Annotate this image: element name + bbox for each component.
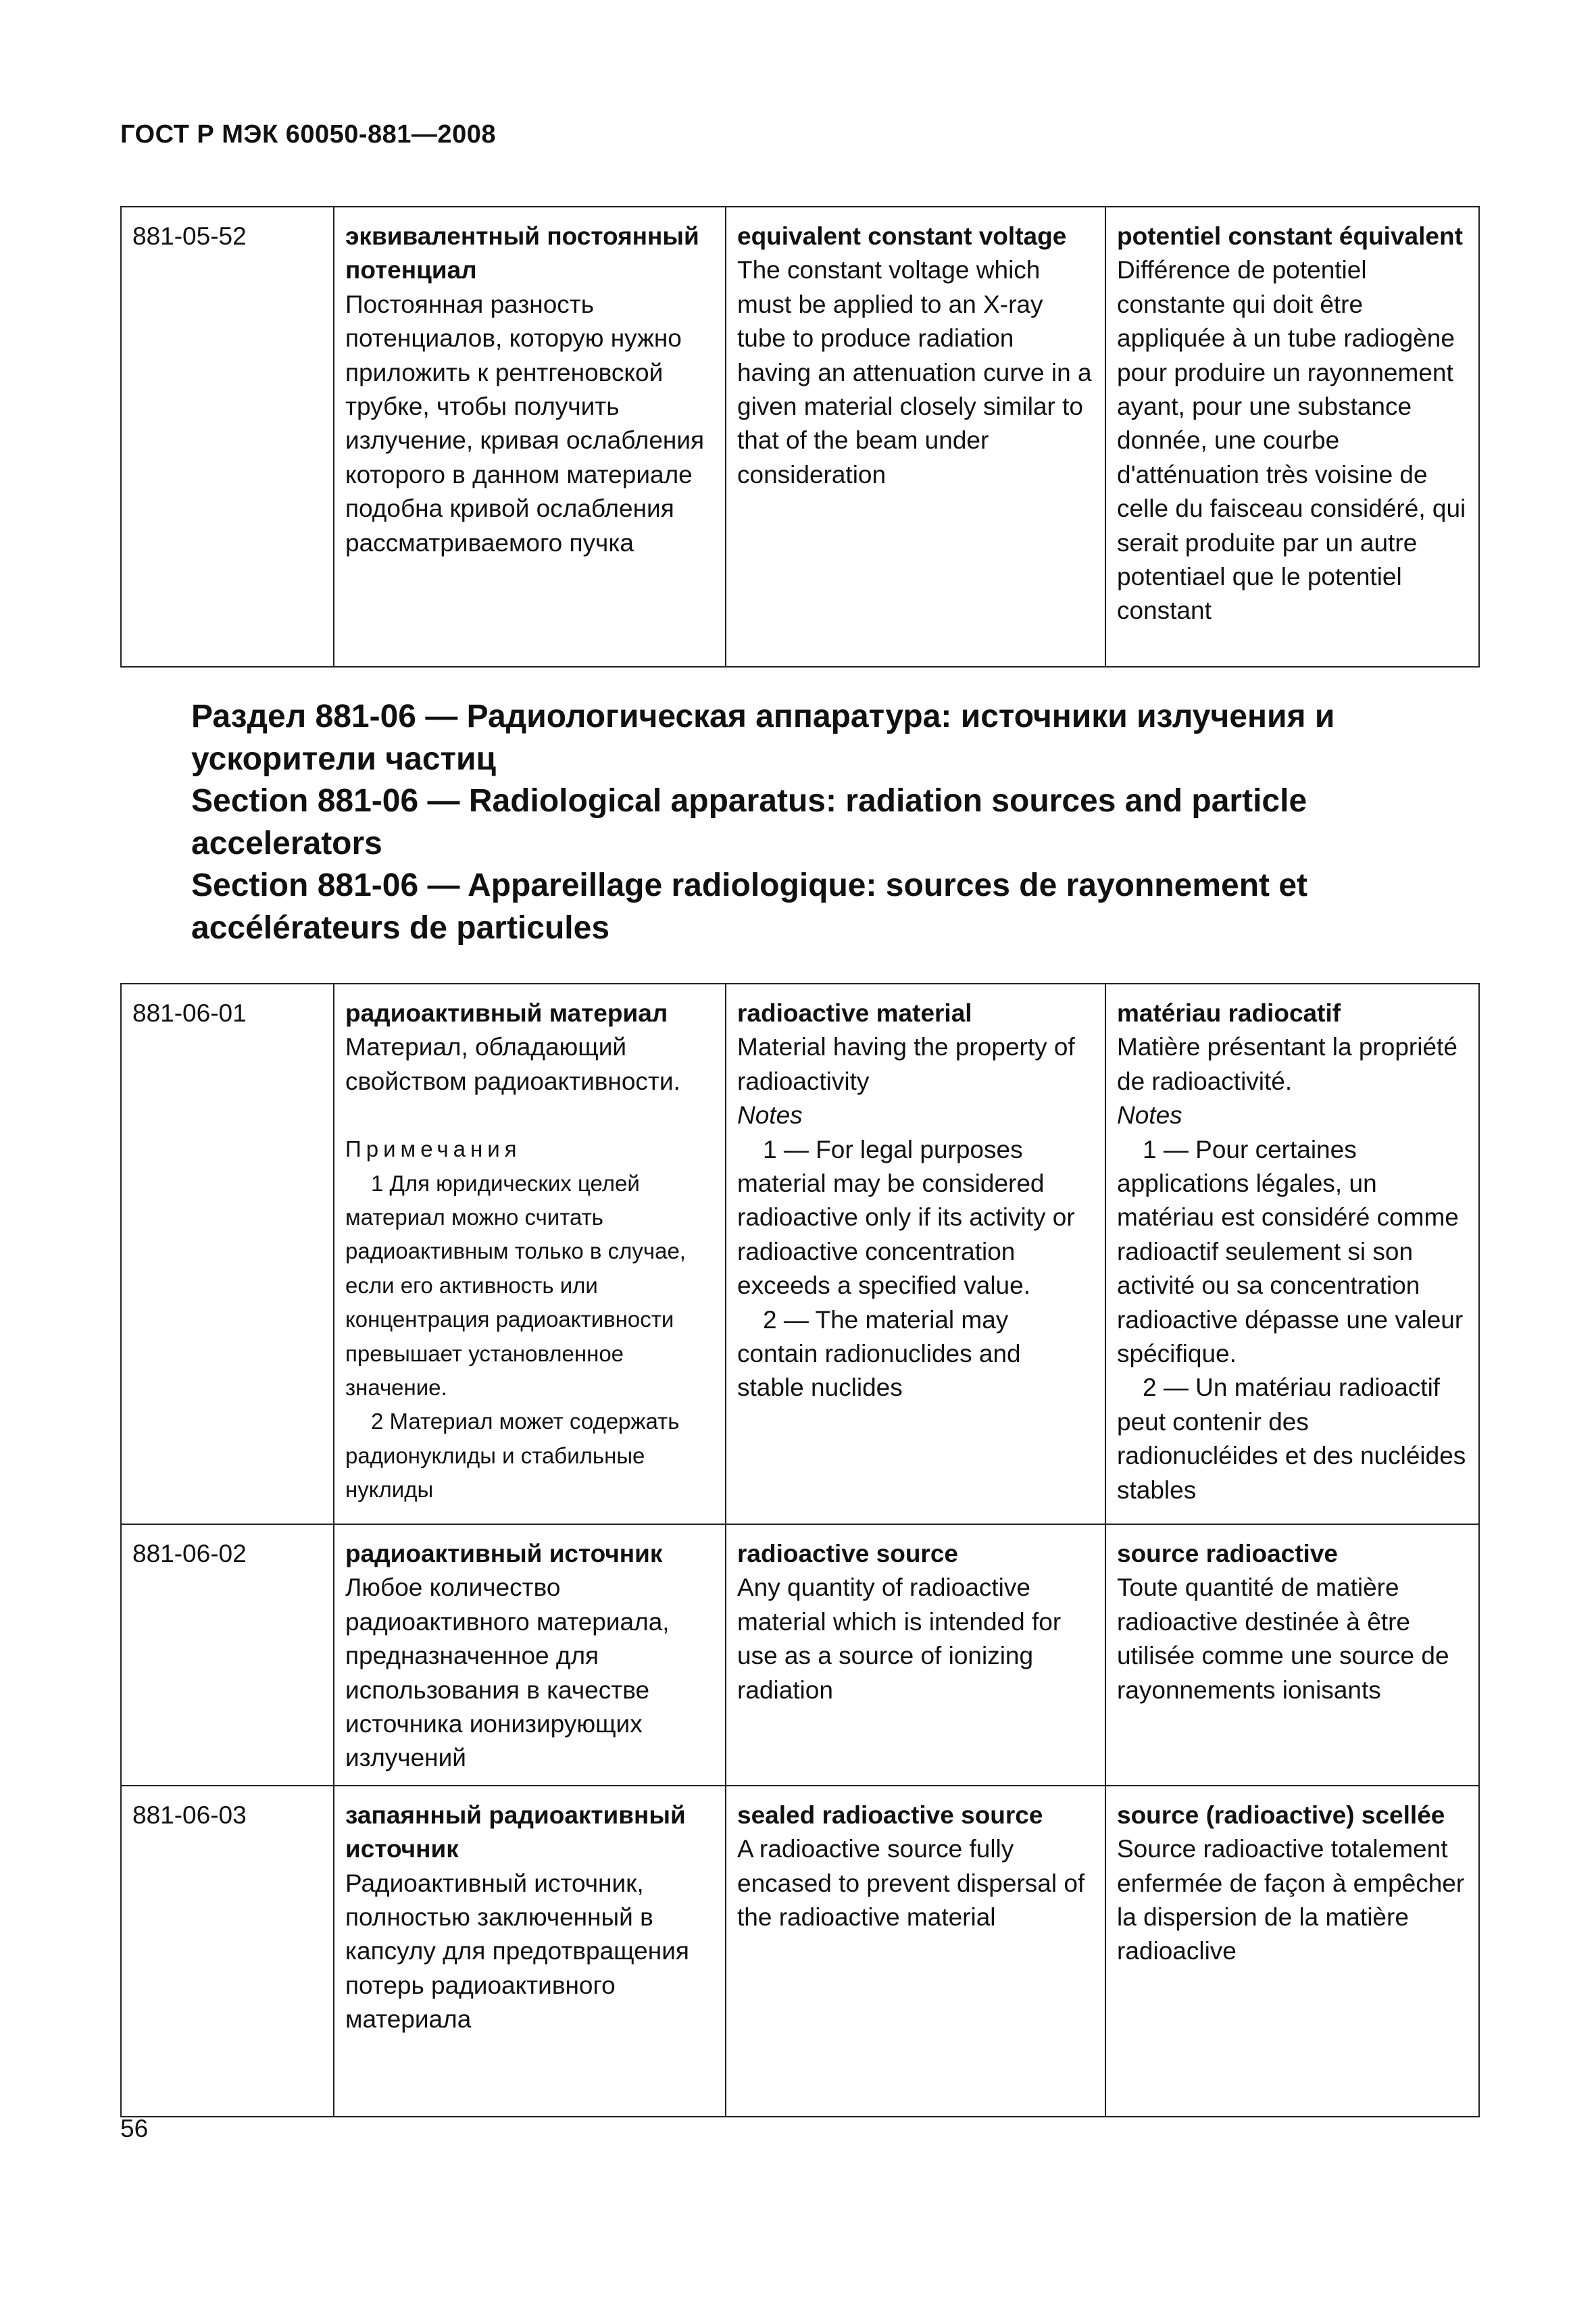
ru-cell (334, 207, 726, 667)
table-row (121, 1524, 1479, 1786)
en-definition: Material having the property of radioactivity (737, 1033, 1075, 1095)
entry-id: 881-06-01 (121, 984, 334, 1524)
ru-definition: Постоянная разность потенциалов, которую нужно приложить к рентгеновской трубке, чтобы получить излучение, кривая ослабления которого в данном материале подобна кривой ослабления рассматриваемого пучка (345, 290, 705, 557)
ru-note-1: 1 Для юридических целей материал можно считать радиоактивным только в случае, если его активность или концентрация радиоактивности превышает установленное значение. (345, 1170, 686, 1401)
table-row (121, 207, 1479, 667)
terms-table-2 (120, 983, 1480, 2117)
ru-cell (334, 1524, 726, 1786)
page-number: 56 (120, 2115, 149, 2142)
en-note-2: 2 — The material may contain radionuclides and stable nuclides (737, 1305, 1021, 1402)
fr-cell (1105, 1786, 1479, 2117)
en-term: sealed radioactive source (737, 1801, 1043, 1829)
ru-term: радиоактивный источник (345, 1540, 663, 1567)
fr-definition: Source radioactive totalement enfermée de façon à empêcher la dispersion de la matière radioaclive (1117, 1835, 1465, 1965)
ru-definition: Радиоактивный источник, полностью заключенный в капсулу для предотвращения потерь радиоактивного материала (345, 1869, 689, 2034)
fr-term: source radioactive (1117, 1540, 1338, 1567)
section-heading-ru: Раздел 881-06 — Радиологическая аппаратура: источники излучения и ускорители частиц (191, 699, 1335, 777)
ru-definition: Любое количество радиоактивного материала, предназначенное для использования в качестве источника ионизирующих излучений (345, 1574, 670, 1772)
table-row (121, 984, 1479, 1524)
ru-term: радиоактивный материал (345, 999, 668, 1027)
fr-definition: Différence de potentiel constante qui doit être appliquée à un tube radiogène pour produire un rayonnement ayant, pour une substance donnée, une courbe d'atténuation très voisine de celle du faisceau considéré, qui serait produite par un autre potentiael que le potentiel constant (1117, 256, 1466, 625)
ru-term: запаянный радиоактивный источник (345, 1801, 686, 1863)
en-cell (726, 984, 1105, 1524)
en-definition: Any quantity of radioactive material which is intended for use as a source of ionizing radiation (737, 1574, 1062, 1704)
en-note-1: 1 — For legal purposes material may be considered radioactive only if its activity or radioactive concentration exceeds a specified value. (737, 1135, 1075, 1300)
document-header: ГОСТ Р МЭК 60050-881—2008 (120, 120, 496, 149)
fr-definition: Matière présentant la propriété de radioactivité. (1117, 1033, 1457, 1095)
en-cell (726, 1524, 1105, 1786)
fr-note-1: 1 — Pour certaines applications légales, un matériau est considéré comme radioactif seulement si son activité ou sa concentration radioactive dépasse une valeur spécifique. (1117, 1135, 1464, 1368)
ru-notes-heading: Примечания (345, 1136, 522, 1162)
terms-table-1 (120, 206, 1480, 668)
entry-id: 881-05-52 (121, 207, 334, 667)
fr-notes-heading: Notes (1117, 1101, 1182, 1130)
en-cell (726, 207, 1105, 667)
ru-cell (334, 1786, 726, 2117)
en-cell (726, 1786, 1105, 2117)
en-term: equivalent constant voltage (737, 222, 1067, 250)
ru-term: эквивалентный постоянный потенциал (345, 222, 699, 284)
section-heading (191, 696, 1462, 949)
fr-cell (1105, 984, 1479, 1524)
en-definition: A radioactive source fully encased to prevent dispersal of the radioactive material (737, 1835, 1085, 1932)
fr-definition: Toute quantité de matière radioactive destinée à être utilisée comme une source de rayonnements ionisants (1117, 1574, 1449, 1704)
entry-id: 881-06-02 (121, 1524, 334, 1786)
en-notes-heading: Notes (737, 1101, 803, 1130)
fr-term: potentiel constant équivalent (1117, 222, 1463, 250)
ru-note-2: 2 Материал может содержать радионуклиды и стабильные нуклиды (345, 1409, 680, 1503)
entry-id: 881-06-03 (121, 1786, 334, 2117)
table-row (121, 1786, 1479, 2117)
en-term: radioactive source (737, 1540, 958, 1567)
section-heading-en: Section 881-06 — Radiological apparatus: radiation sources and particle accelerators (191, 783, 1307, 861)
en-definition: The constant voltage which must be applied to an X-ray tube to produce radiation having an attenuation curve in a given material closely similar to that of the beam under consideration (737, 256, 1092, 488)
fr-term: matériau radiocatif (1117, 999, 1341, 1027)
fr-term: source (radioactive) scellée (1117, 1801, 1445, 1829)
fr-note-2: 2 — Un matériau radioactif peut contenir des radionucléides et des nucléides stables (1117, 1374, 1466, 1504)
en-term: radioactive material (737, 999, 972, 1027)
ru-cell (334, 984, 726, 1524)
section-heading-fr: Section 881-06 — Appareillage radiologique: sources de rayonnement et accélérateurs de particules (191, 867, 1308, 946)
fr-cell (1105, 207, 1479, 667)
fr-cell (1105, 1524, 1479, 1786)
ru-definition: Материал, обладающий свойством радиоактивности. (345, 1033, 680, 1095)
